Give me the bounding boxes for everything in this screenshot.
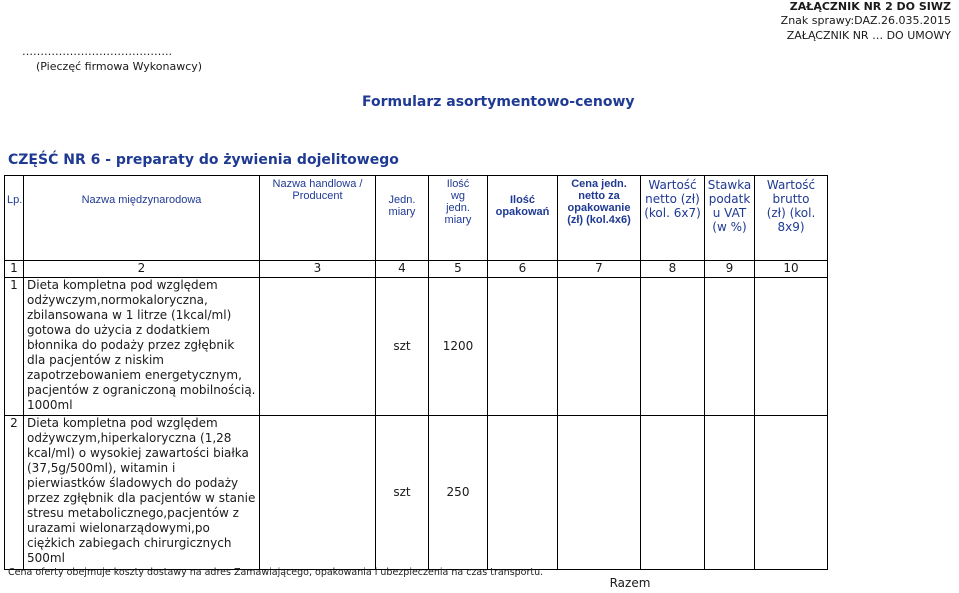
col-qty: Ilość wg jedn. miary — [429, 176, 488, 261]
colnum: 6 — [488, 261, 558, 278]
row-vat-cell[interactable] — [705, 416, 755, 570]
row-gross-cell[interactable] — [755, 416, 828, 570]
col-name: Nazwa międzynarodowa — [24, 176, 260, 261]
col-price: Cena jedn. netto za opakowanie (zł) (kol.4x6) — [558, 176, 641, 261]
col-gross: Wartość brutto (zł) (kol. 8x9) — [755, 176, 828, 261]
footer-note: Cena oferty obejmuje koszty dostawy na adres Zamawiającego, opakowania i ubezpieczenia na czas transportu. — [8, 567, 544, 578]
contract-annex: ZAŁĄCZNIK NR … DO UMOWY — [786, 29, 951, 42]
case-number: Znak sprawy:DAZ.26.035.2015 — [780, 14, 951, 27]
colnum: 1 — [5, 261, 24, 278]
col-trade: Nazwa handlowa / Producent — [260, 176, 376, 261]
row-packs-cell[interactable] — [488, 278, 558, 416]
total-label: Razem — [609, 576, 651, 590]
colnum: 3 — [260, 261, 376, 278]
row-description: Dieta kompletna pod względem odżywczym,normokaloryczna, zbilansowana w 1 litrze (1kcal/ml) gotowa do użycia z dodatkiem błonnika do podaży przez zgłębnik dla pacjentów z niskim zapotrzebowaniem energetycznym, pacjentów z ograniczoną mobilnością. 1000ml — [24, 278, 260, 416]
colnum: 2 — [24, 261, 260, 278]
colnum: 8 — [641, 261, 705, 278]
column-number-row — [5, 261, 828, 278]
col-net: Wartość netto (zł) (kol. 6x7) — [641, 176, 705, 261]
annex-header: ZAŁĄCZNIK NR 2 DO SIWZ — [789, 0, 951, 13]
col-unit: Jedn. miary — [376, 176, 429, 261]
row-trade-cell[interactable] — [260, 416, 376, 570]
row-price-cell[interactable] — [558, 416, 641, 570]
row-net-cell[interactable] — [641, 416, 705, 570]
price-table — [4, 175, 828, 570]
form-title: Formularz asortymentowo-cenowy — [362, 94, 635, 110]
colnum: 5 — [429, 261, 488, 278]
row-qty: 250 — [429, 416, 488, 570]
colnum: 7 — [558, 261, 641, 278]
stamp-dots: ………………………………….. — [22, 45, 172, 58]
table-row — [5, 278, 828, 416]
row-lp: 1 — [5, 278, 24, 416]
col-packs: Ilość opakowań — [488, 176, 558, 261]
table-row — [5, 416, 828, 570]
header-row — [5, 176, 828, 261]
colnum: 9 — [705, 261, 755, 278]
row-trade-cell[interactable] — [260, 278, 376, 416]
row-description: Dieta kompletna pod względem odżywczym,hiperkaloryczna (1,28 kcal/ml) o wysokiej zawartości białka (37,5g/500ml), witamin i pierwiastków śladowych do podaży przez zgłębnik dla pacjentów w stanie stresu metabolicznego,pacjentów z urazami wielonarządowymi,po ciężkich zabiegach chirurgicznych 500ml — [24, 416, 260, 570]
col-vat: Stawka podatku VAT (w %) — [705, 176, 755, 261]
row-gross-cell[interactable] — [755, 278, 828, 416]
row-packs-cell[interactable] — [488, 416, 558, 570]
row-qty: 1200 — [429, 278, 488, 416]
company-stamp — [22, 44, 202, 74]
row-vat-cell[interactable] — [705, 278, 755, 416]
row-price-cell[interactable] — [558, 278, 641, 416]
part-title: CZĘŚĆ NR 6 - preparaty do żywienia dojelitowego — [8, 152, 399, 168]
stamp-label: (Pieczęć firmowa Wykonawcy) — [36, 60, 203, 73]
row-unit: szt — [376, 278, 429, 416]
row-lp: 2 — [5, 416, 24, 570]
colnum: 10 — [755, 261, 828, 278]
row-net-cell[interactable] — [641, 278, 705, 416]
colnum: 4 — [376, 261, 429, 278]
row-unit: szt — [376, 416, 429, 570]
col-lp: Lp. — [5, 176, 24, 261]
